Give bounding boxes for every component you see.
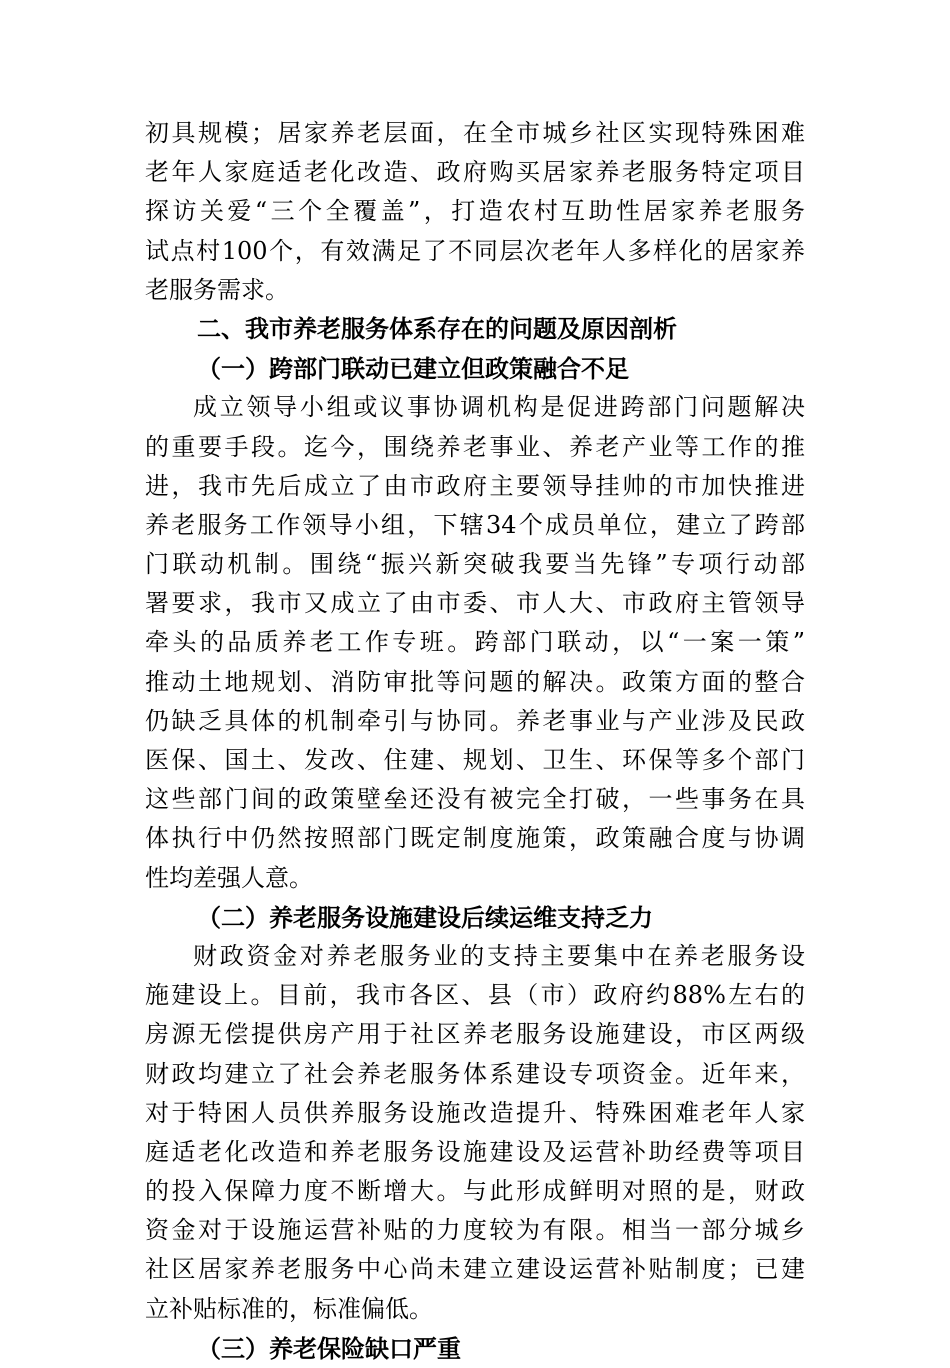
text-line: 资金对于设施运营补贴的力度较为有限。相当一部分城乡 — [145, 1216, 805, 1245]
subsection-heading-3: （三）养老保险缺口严重 — [197, 1333, 461, 1363]
subsection-heading-1: （一）跨部门联动已建立但政策融合不足 — [197, 354, 629, 384]
text-line: 老年人家庭适老化改造、政府购买居家养老服务特定项目 — [145, 158, 805, 187]
text-line: 庭适老化改造和养老服务设施建设及运营补助经费等项目 — [145, 1137, 805, 1166]
text-line: 仍缺乏具体的机制牵引与协同。养老事业与产业涉及民政 — [145, 706, 805, 735]
text-line: 老服务需求。 — [145, 275, 289, 304]
text-line: 进，我市先后成立了由市政府主要领导挂帅的市加快推进 — [145, 471, 805, 500]
text-line: 署要求，我市又成立了由市委、市人大、市政府主管领导 — [145, 589, 805, 618]
text-line: 医保、国土、发改、住建、规划、卫生、环保等多个部门 — [145, 746, 805, 774]
text-line: 探访关爱“三个全覆盖”，打造农村互助性居家养老服务 — [145, 197, 805, 226]
text-line: 财政均建立了社会养老服务体系建设专项资金。近年来， — [145, 1059, 805, 1088]
text-line: 养老服务工作领导小组，下辖34个成员单位，建立了跨部 — [145, 510, 805, 539]
subsection-heading-2: （二）养老服务设施建设后续运维支持乏力 — [197, 902, 653, 932]
text-line: 的投入保障力度不断增大。与此形成鲜明对照的是，财政 — [145, 1177, 805, 1206]
text-line: 房源无偿提供房产用于社区养老服务设施建设，市区两级 — [145, 1020, 805, 1049]
text-line: 体执行中仍然按照部门既定制度施策，政策融合度与协调 — [145, 824, 805, 853]
text-line: 牵头的品质养老工作专班。跨部门联动，以“一案一策” — [145, 628, 805, 657]
text-line: 财政资金对养老服务业的支持主要集中在养老服务设 — [193, 941, 805, 970]
text-line: 推动土地规划、消防审批等问题的解决。政策方面的整合 — [145, 667, 805, 696]
text-line: 初具规模；居家养老层面，在全市城乡社区实现特殊困难 — [145, 119, 805, 147]
text-line: 社区居家养老服务中心尚未建立建设运营补贴制度；已建 — [145, 1255, 805, 1284]
text-line: 施建设上。目前，我市各区、县（市）政府约88%左右的 — [145, 981, 805, 1010]
text-line: 成立领导小组或议事协调机构是促进跨部门问题解决 — [193, 393, 805, 422]
text-line: 的重要手段。迄今，围绕养老事业、养老产业等工作的推 — [145, 432, 805, 461]
subsection-2-paragraph — [145, 937, 805, 1329]
text-line: 性均差强人意。 — [145, 863, 313, 892]
subsection-1-paragraph — [145, 388, 805, 897]
text-line: 门联动机制。围绕“振兴新突破我要当先锋”专项行动部 — [145, 550, 805, 579]
intro-paragraph — [145, 114, 805, 310]
text-line: 这些部门间的政策壁垒还没有被完全打破，一些事务在具 — [145, 785, 805, 814]
document-page — [145, 114, 805, 1368]
text-line: 对于特困人员供养服务设施改造提升、特殊困难老年人家 — [145, 1098, 805, 1127]
section-heading: 二、我市养老服务体系存在的问题及原因剖析 — [197, 314, 677, 343]
text-line: 试点村100个，有效满足了不同层次老年人多样化的居家养 — [145, 236, 805, 265]
text-line: 立补贴标准的，标准偏低。 — [145, 1294, 433, 1323]
